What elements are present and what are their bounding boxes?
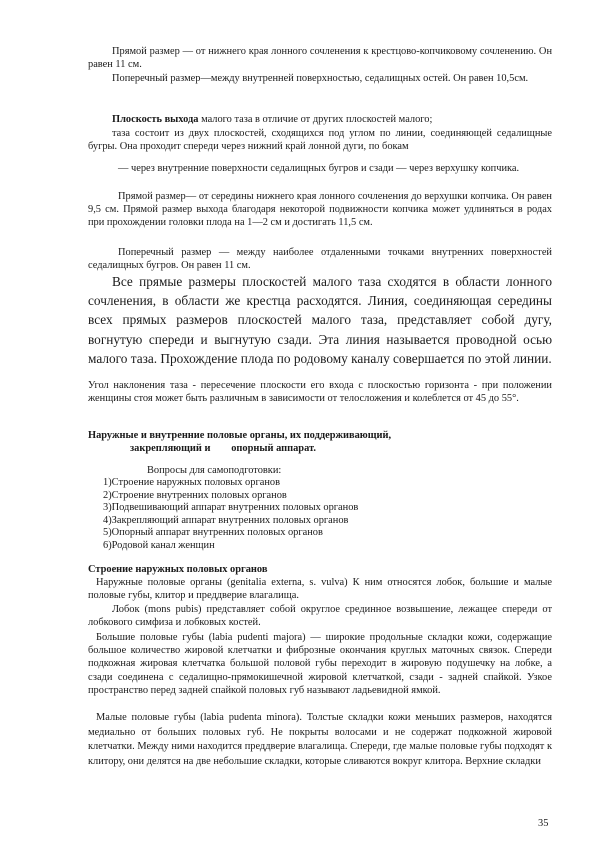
paragraph-pelvic-inclination: Угол наклонения таза - пересечение плоскости его входа с плоскостью горизонта - при положении женщины стоя может быть различным в зависимости от телосложения и колеблется от 45 до 55°.	[88, 380, 552, 405]
exit-plane-heading: Плоскость выхода	[112, 114, 199, 125]
paragraph-exit-transverse-size: Поперечный размер — между наиболее отдаленными точками внутренних поверхностей седалищных бугров. Он равен 11 см.	[88, 247, 552, 272]
questions-list	[103, 477, 358, 553]
paragraph-exit-plane-intro	[88, 113, 552, 126]
paragraph-exit-plane-structure: таза состоит из двух плоскостей, сходящихся под углом по линии, соединяющей седалищные бугры. Она проходит спереди через нижний край лонной дуги, по бокам	[88, 128, 552, 153]
section-heading-line1: Наружные и внутренние половые органы, их поддерживающий,	[88, 430, 392, 441]
question-item: 4)Закрепляющий аппарат внутренних половых органов	[103, 514, 349, 526]
question-item: 1)Строение наружных половых органов	[103, 477, 280, 488]
questions-title: Вопросы для самоподготовки:	[147, 465, 282, 476]
paragraph-labia-minora: Малые половые губы (labia pudenta minora). Толстые складки кожи меньших размеров, находятся медиально от больших половых губ. Не покрыты волосами и не содержат подкожной жировой клетчатки. Между ними находится преддверие влагалища. Спереди, где малые половые губы подходят к клитору, они делятся на две небольшие складки, которые сливаются вокруг клитора. Верхние складки	[88, 712, 552, 767]
external-organs-heading: Строение наружных половых органов	[88, 564, 268, 575]
paragraph-inlet-transverse-size: Поперечный размер—между внутренней поверхностью, седалищных остей. Он равен 10,5см.	[112, 73, 529, 84]
paragraph-exit-direct-size: Прямой размер— от середины нижнего края лонного сочленения до верхушки копчика. Он равен 9,5 см. Прямой размер выхода благодаря некоторой подвижности копчика может удлиняться в родах при прохождении головки плода на 1—2 см и достигать 11,5 см.	[88, 191, 552, 229]
paragraph-pelvic-axis: Все прямые размеры плоскостей малого таза сходятся в области лонного сочленения, в области же крестца расходятся. Линия, соединяющая середины всех прямых размеров плоскостей малого таза, представляет собой дугу, вогнутую спереди и выгнутую сзади. Эта линия называется проводной осью малого таза. Прохождение плода по родовому каналу совершается по этой линии.	[88, 274, 552, 366]
paragraph-labia-majora: Большие половые губы (labia pudenti majora) — широкие продольные складки кожи, содержащие большое количество жировой клетчатки и фиброзные окончания круглых маточных связок. Спереди подкожная жировая клетчатка большой половой губы переходит в жировую подушечку на лобке, а сзади соединена с седалищно-прямокишечной жировой клетчаткой, сзади - задней спайкой. Узкое пространство перед задней спайкой половых губ называют ладьевидной ямкой.	[88, 632, 552, 696]
page-number: 35	[538, 818, 549, 829]
question-item: 2)Строение внутренних половых органов	[103, 489, 287, 501]
question-item: 6)Родовой канал женщин	[103, 539, 215, 551]
exit-plane-intro-text: малого таза в отличие от других плоскостей малого;	[201, 114, 433, 125]
section-heading	[88, 429, 552, 455]
question-item: 3)Подвешивающий аппарат внутренних половых органов	[103, 502, 359, 514]
question-item: 5)Опорный аппарат внутренних половых органов	[103, 527, 323, 539]
paragraph-external-organs-intro: Наружные половые органы (genitalia externa, s. vulva) К ним относятся лобок, большие и малые половые губы, клитор и преддверие влагалища.	[88, 577, 552, 602]
paragraph-inlet-direct-size: Прямой размер — от нижнего края лонного сочленения к крестцово-копчиковому сочленению. Он равен 11 см.	[88, 46, 552, 71]
paragraph-exit-plane-border: — через внутренние поверхности седалищных бугров и сзади — через верхушку копчика.	[118, 163, 520, 174]
section-heading-line2: закрепляющий и опорный аппарат.	[130, 443, 316, 455]
paragraph-mons-pubis: Лобок (mons pubis) представляет собой округлое срединное возвышение, лежащее спереди от лобкового симфиза и лобковых костей.	[88, 604, 552, 629]
